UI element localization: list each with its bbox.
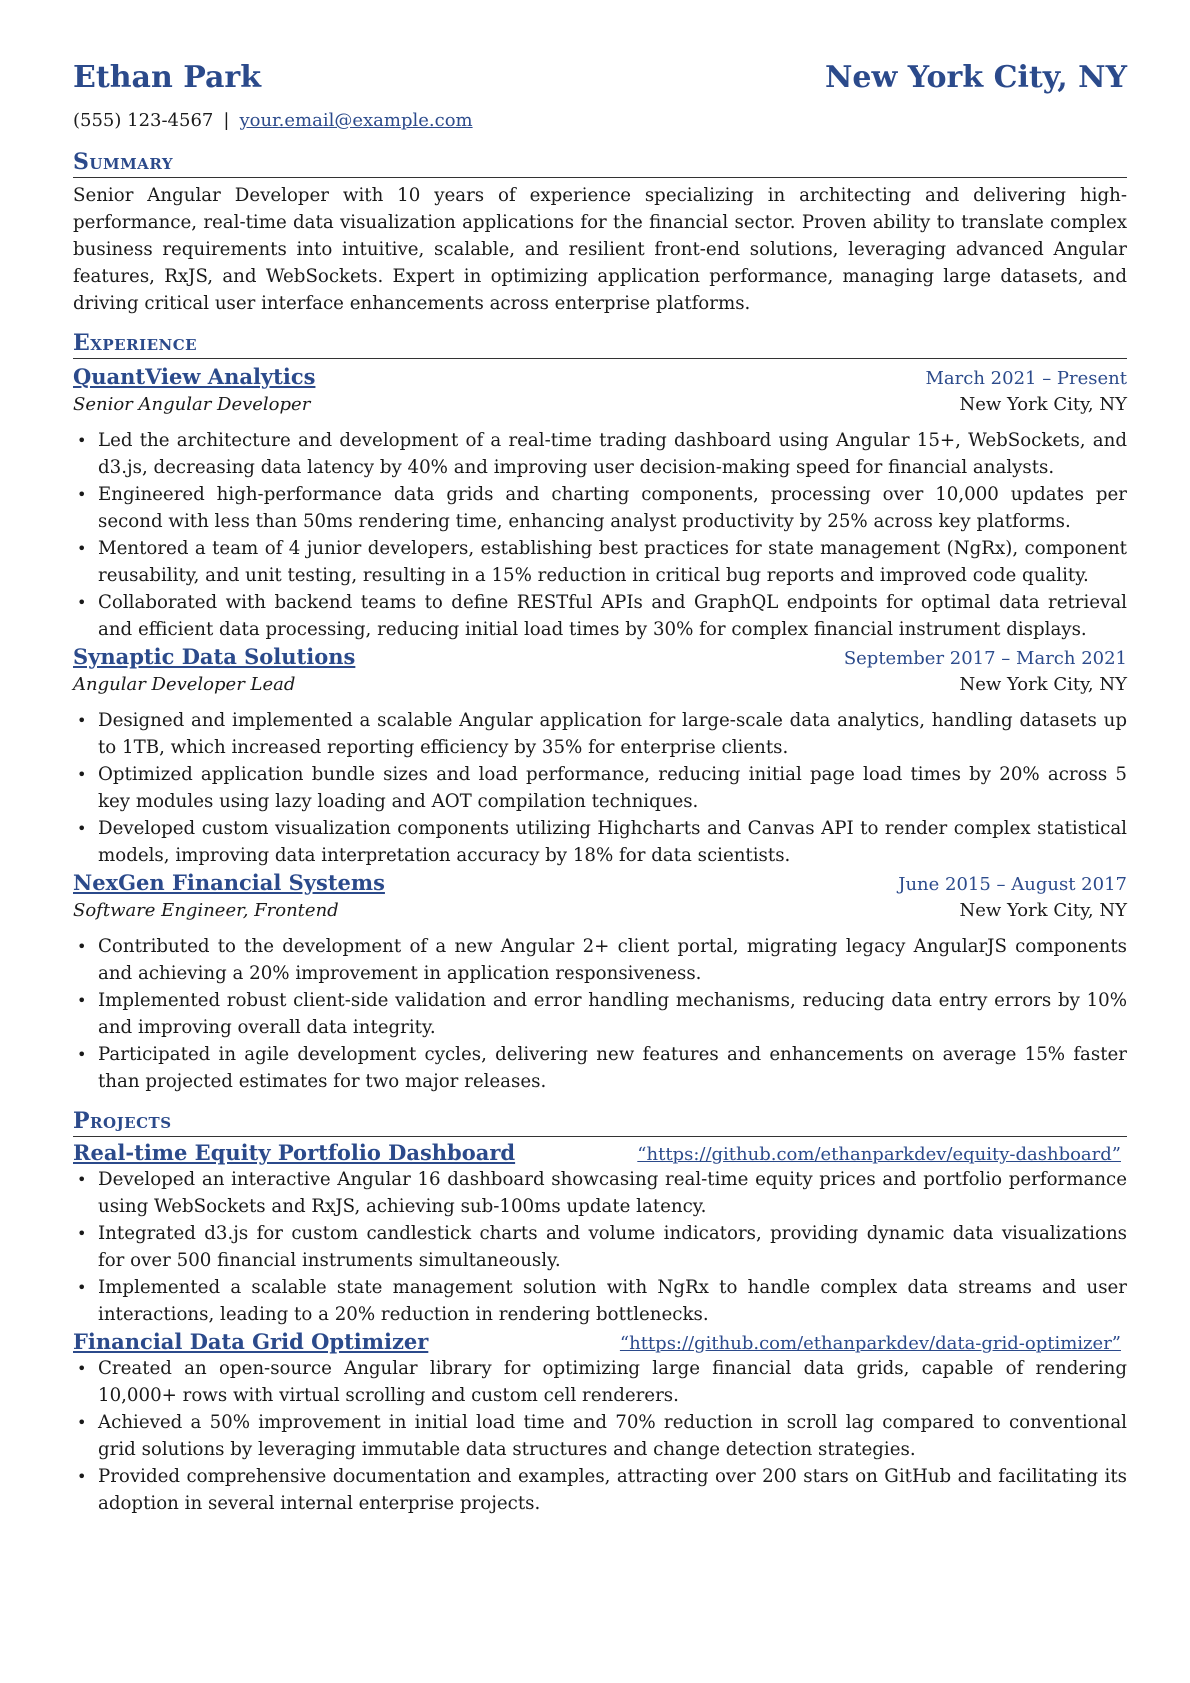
candidate-location: New York City, NY bbox=[824, 60, 1127, 95]
company-name[interactable]: Synaptic Data Solutions bbox=[73, 644, 356, 669]
job-entry bbox=[73, 643, 1127, 869]
bullet-item: • Developed an interactive Angular 16 dashboard showcasing real-time equity prices and portfolio performance using WebSockets and RxJS, achieving sub-100ms update latency. bbox=[98, 1166, 1127, 1220]
bullet-item: • Created an open-source Angular library for optimizing large financial data grids, capable of rendering 10,000+ rows with virtual scrolling and custom cell renderers. bbox=[98, 1355, 1127, 1409]
job-bullets bbox=[73, 707, 1127, 869]
job-entry bbox=[73, 869, 1127, 1095]
bullet-item: • Contributed to the development of a new Angular 2+ client portal, migrating legacy AngularJS components and achieving a 20% improvement in application responsiveness. bbox=[98, 933, 1127, 987]
contact-line bbox=[73, 106, 1127, 136]
bullet-item: • Designed and implemented a scalable Angular application for large-scale data analytics, handling datasets up to 1TB, which increased reporting efficiency by 35% for enterprise clients. bbox=[98, 707, 1127, 761]
project-name[interactable]: Real-time Equity Portfolio Dashboard bbox=[73, 1140, 516, 1165]
job-role: Angular Developer Lead bbox=[73, 674, 296, 695]
phone-number: (555) 123-4567 bbox=[73, 110, 214, 131]
company-name[interactable]: NexGen Financial Systems bbox=[73, 870, 385, 895]
job-bullets bbox=[73, 427, 1127, 643]
email-link[interactable]: your.email@example.com bbox=[239, 110, 473, 131]
bullet-item: • Developed custom visualization components utilizing Highcharts and Canvas API to render complex statistical models, improving data interpretation accuracy by 18% for data scientists. bbox=[98, 815, 1127, 869]
summary-text: Senior Angular Developer with 10 years of experience specializing in architecting and delivering high-performance, real-time data visualization applications for the financial sector. Proven ability to translate complex business requirements into intuitive, scalable, and resilient front-end solutions, leveraging advanced Angular features, RxJS, and WebSockets. Expert in optimizing application performance, managing large datasets, and driving critical user interface enhancements across enterprise platforms. bbox=[73, 185, 1127, 314]
experience-heading: Experience bbox=[73, 329, 1127, 359]
project-bullets bbox=[73, 1355, 1127, 1517]
job-location: New York City, NY bbox=[959, 394, 1127, 415]
bullet-item: • Implemented robust client-side validation and error handling mechanisms, reducing data entry errors by 10% and improving overall data integrity. bbox=[98, 987, 1127, 1041]
job-location: New York City, NY bbox=[959, 674, 1127, 695]
job-dates: September 2017 – March 2021 bbox=[843, 648, 1127, 669]
resume-header bbox=[73, 60, 1127, 100]
job-bullets bbox=[73, 933, 1127, 1095]
bullet-item: • Engineered high-performance data grids and charting components, processing over 10,000 updates per second with less than 50ms rendering time, enhancing analyst productivity by 25% across key platforms. bbox=[98, 481, 1127, 535]
bullet-item: • Mentored a team of 4 junior developers, establishing best practices for state management (NgRx), component reusability, and unit testing, resulting in a 15% reduction in critical bug reports and improved code quality. bbox=[98, 535, 1127, 589]
bullet-item: • Integrated d3.js for custom candlestick charts and volume indicators, providing dynamic data visualizations for over 500 financial instruments simultaneously. bbox=[98, 1220, 1127, 1274]
job-dates: June 2015 – August 2017 bbox=[898, 874, 1127, 895]
job-location: New York City, NY bbox=[959, 900, 1127, 921]
candidate-name: Ethan Park bbox=[73, 60, 262, 95]
project-entry bbox=[73, 1139, 1127, 1328]
bullet-item: • Led the architecture and development of a real-time trading dashboard using Angular 15+, WebSockets, and d3.js, decreasing data latency by 40% and improving user decision-making speed for financial analysts. bbox=[98, 427, 1127, 481]
job-role: Software Engineer, Frontend bbox=[73, 900, 339, 921]
project-link[interactable]: “https://github.com/ethanparkdev/equity-dashboard” bbox=[637, 1144, 1121, 1165]
contact-separator: | bbox=[223, 110, 230, 131]
job-role: Senior Angular Developer bbox=[73, 394, 311, 415]
projects-heading: Projects bbox=[73, 1107, 1127, 1137]
project-link[interactable]: “https://github.com/ethanparkdev/data-grid-optimizer” bbox=[619, 1333, 1121, 1354]
project-name[interactable]: Financial Data Grid Optimizer bbox=[73, 1329, 429, 1354]
job-entry bbox=[73, 363, 1127, 643]
bullet-item: • Implemented a scalable state management solution with NgRx to handle complex data streams and user interactions, leading to a 20% reduction in rendering bottlenecks. bbox=[98, 1274, 1127, 1328]
resume-page bbox=[73, 60, 1127, 1517]
bullet-item: • Collaborated with backend teams to define RESTful APIs and GraphQL endpoints for optimal data retrieval and efficient data processing, reducing initial load times by 30% for complex financial instrument displays. bbox=[98, 589, 1127, 643]
company-name[interactable]: QuantView Analytics bbox=[73, 364, 316, 389]
project-bullets bbox=[73, 1166, 1127, 1328]
bullet-item: • Optimized application bundle sizes and load performance, reducing initial page load times by 20% across 5 key modules using lazy loading and AOT compilation techniques. bbox=[98, 761, 1127, 815]
bullet-item: • Provided comprehensive documentation and examples, attracting over 200 stars on GitHub and facilitating its adoption in several internal enterprise projects. bbox=[98, 1463, 1127, 1517]
project-entry bbox=[73, 1328, 1127, 1517]
bullet-item: • Achieved a 50% improvement in initial load time and 70% reduction in scroll lag compared to conventional grid solutions by leveraging immutable data structures and change detection strategies. bbox=[98, 1409, 1127, 1463]
bullet-item: • Participated in agile development cycles, delivering new features and enhancements on average 15% faster than projected estimates for two major releases. bbox=[98, 1041, 1127, 1095]
summary-heading: Summary bbox=[73, 148, 1127, 178]
job-dates: March 2021 – Present bbox=[925, 368, 1127, 389]
